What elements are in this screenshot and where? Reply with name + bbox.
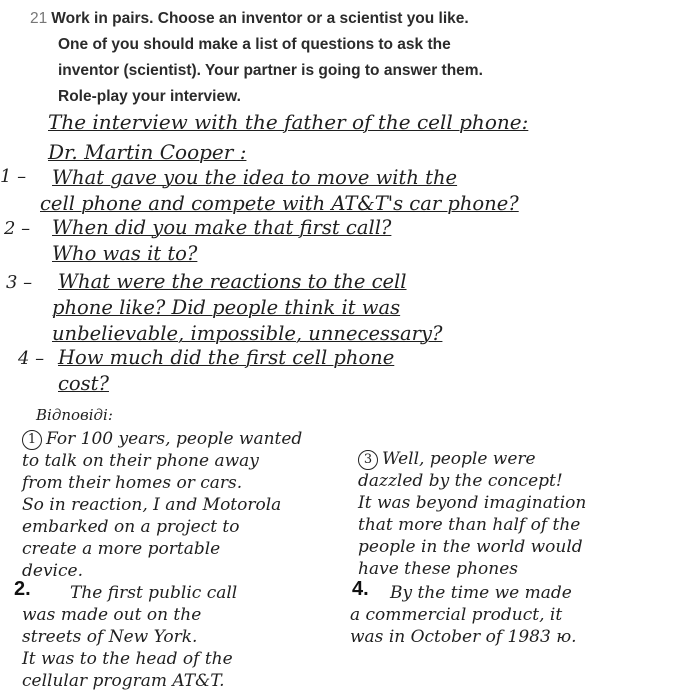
answer-2: The first public call was made out on the streets of New York. It was to the head of the cellular program AT&T. <box>22 583 238 691</box>
question-3-number: 3 – <box>6 272 33 293</box>
task-line-2: One of you should make a list of questions to ask the <box>58 36 451 53</box>
answer-3: 3 Well, people were dazzled by the concept! It was beyond imagination that more than half of the people in the world would have these phones <box>358 449 587 579</box>
question-1-number: 1 – <box>0 166 27 187</box>
answer-3-number: 3 <box>358 450 378 470</box>
answer-4-number: 4. <box>352 578 369 600</box>
task-line-1 <box>30 6 670 32</box>
question-3-line-3: unbelievable, impossible, unnecessary? <box>52 322 443 345</box>
question-2-number: 2 – <box>4 218 31 239</box>
role-play-lead: Role-play <box>58 88 128 105</box>
question-2-line-1: When did you make that first call? <box>52 216 392 239</box>
question-1-line-2: cell phone and compete with AT&T's car phone? <box>40 192 519 215</box>
task-lead: Work in pairs. <box>51 10 154 27</box>
task-line-4: Role-play your interview. <box>58 88 241 105</box>
task-line-1-rest: Choose an inventor or a scientist you like. <box>153 10 469 27</box>
question-4-line-2: cost? <box>58 372 109 395</box>
answer-2-number: 2. <box>14 578 31 600</box>
question-3-line-1: What were the reactions to the cell <box>58 270 407 293</box>
interview-subject: Dr. Martin Cooper : <box>48 140 247 164</box>
question-4-line-1: How much did the first cell phone <box>58 346 395 369</box>
answer-1-number: 1 <box>22 430 42 450</box>
question-3-line-2: phone like? Did people think it was <box>52 296 401 319</box>
question-1-line-1: What gave you the idea to move with the <box>52 166 458 189</box>
answer-4: By the time we made a commercial product, it was in October of 1983 ю. <box>350 583 577 647</box>
task-instructions <box>30 6 670 110</box>
task-number: 21 <box>30 10 48 27</box>
question-4-number: 4 – <box>18 348 45 369</box>
answer-1: 1 For 100 years, people wanted to talk on their phone away from their homes or cars. So in reaction, I and Motorola embarked on a project to create a more portable device. <box>22 429 303 581</box>
interview-title: The interview with the father of the cell phone: <box>48 110 529 134</box>
task-line-3: inventor (scientist). Your partner is going to answer them. <box>58 62 483 79</box>
question-2-line-2: Who was it to? <box>52 242 198 265</box>
answers-heading: Відповіді: <box>36 406 113 424</box>
